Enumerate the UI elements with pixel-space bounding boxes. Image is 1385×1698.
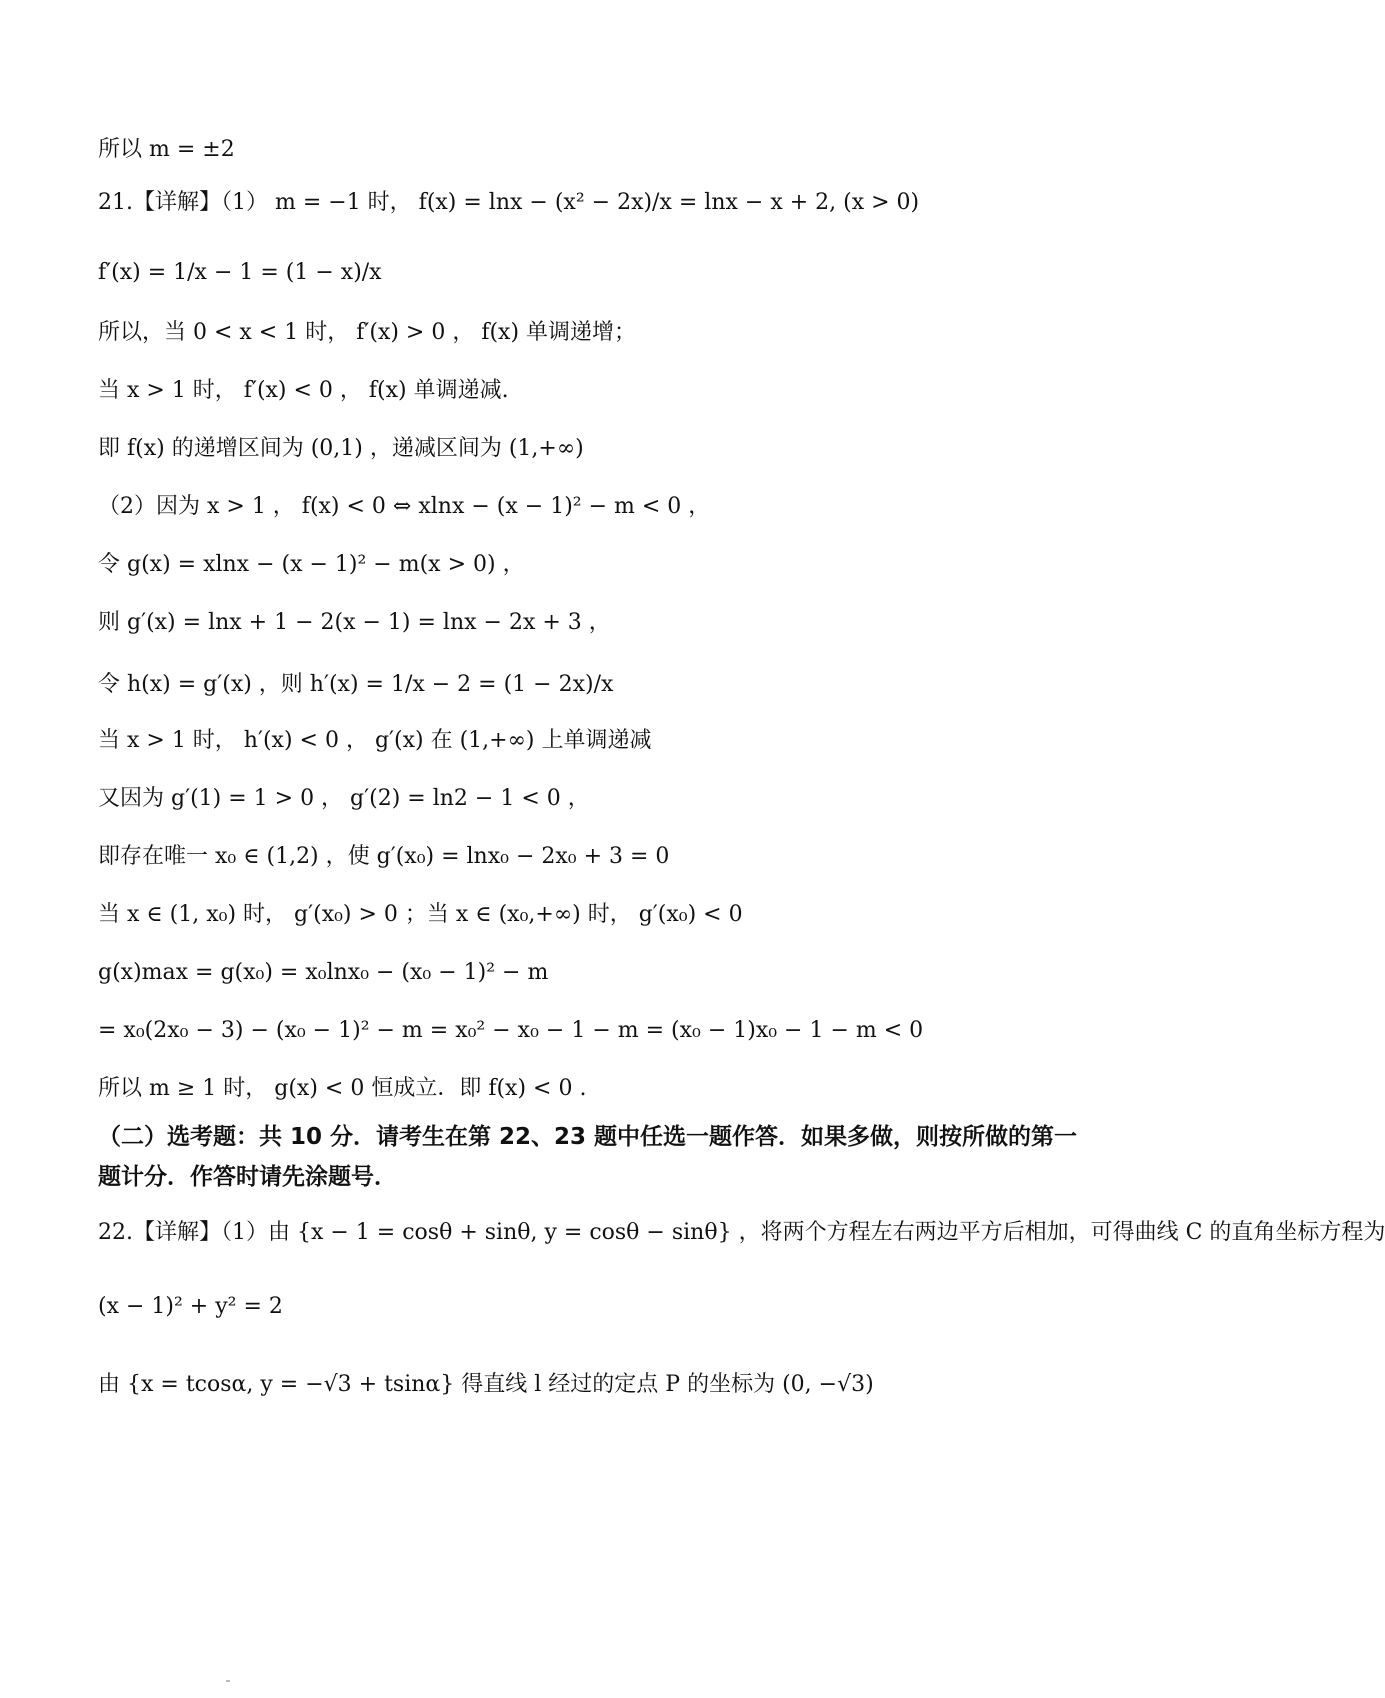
text-line: 所以 m = ±2 [98, 137, 235, 162]
text-line: 21.【详解】（1） m = −1 时， f(x) = lnx − (x² − 2x)/x = lnx − x + 2, (x > 0) [98, 190, 920, 215]
section-heading: 题计分．作答时请先涂题号． [98, 1164, 397, 1190]
text-line: 22.【详解】（1）由 {x − 1 = cosθ + sinθ, y = cosθ − sinθ} ，将两个方程左右两边平方后相加，可得曲线 C 的直角坐标方程为 [98, 1220, 1385, 1245]
text-line: f′(x) = 1/x − 1 = (1 − x)/x [98, 260, 382, 285]
text-line: 即存在唯一 x₀ ∈ (1,2) ，使 g′(x₀) = lnx₀ − 2x₀ + 3 = 0 [98, 844, 670, 869]
text-line: 当 x > 1 时， h′(x) < 0 ， g′(x) 在 (1,+∞) 上单调递减 [98, 728, 652, 753]
footer-mark [226, 1680, 230, 1682]
text-line: 所以 m ≥ 1 时， g(x) < 0 恒成立．即 f(x) < 0 . [98, 1076, 587, 1101]
text-line: 则 g′(x) = lnx + 1 − 2(x − 1) = lnx − 2x + 3 ， [98, 610, 611, 635]
text-line: 令 h(x) = g′(x) ，则 h′(x) = 1/x − 2 = (1 − 2x)/x [98, 672, 614, 697]
text-line: 所以，当 0 < x < 1 时， f′(x) > 0 ， f(x) 单调递增； [98, 320, 637, 345]
text-line: = x₀(2x₀ − 3) − (x₀ − 1)² − m = x₀² − x₀ − 1 − m = (x₀ − 1)x₀ − 1 − m < 0 [98, 1018, 924, 1043]
text-line: (x − 1)² + y² = 2 [98, 1294, 283, 1319]
text-line: 又因为 g′(1) = 1 > 0 ， g′(2) = ln2 − 1 < 0 ， [98, 786, 590, 811]
text-line: 令 g(x) = xlnx − (x − 1)² − m(x > 0) ， [98, 552, 525, 577]
section-heading: （二）选考题：共 10 分．请考生在第 22、23 题中任选一题作答．如果多做，则按所做的第一 [98, 1124, 1078, 1150]
text-line: g(x)max = g(x₀) = x₀lnx₀ − (x₀ − 1)² − m [98, 960, 549, 985]
text-line: 即 f(x) 的递增区间为 (0,1) ，递减区间为 (1,+∞) [98, 436, 584, 461]
text-line: 由 {x = tcosα, y = −√3 + tsinα} 得直线 l 经过的定点 P 的坐标为 (0, −√3) [98, 1372, 874, 1397]
text-line: （2）因为 x > 1 ， f(x) < 0 ⇔ xlnx − (x − 1)² − m < 0 ， [98, 494, 711, 519]
text-line: 当 x > 1 时， f′(x) < 0 ， f(x) 单调递减. [98, 378, 509, 403]
text-line: 当 x ∈ (1, x₀) 时， g′(x₀) > 0 ；当 x ∈ (x₀,+∞) 时， g′(x₀) < 0 [98, 902, 743, 927]
